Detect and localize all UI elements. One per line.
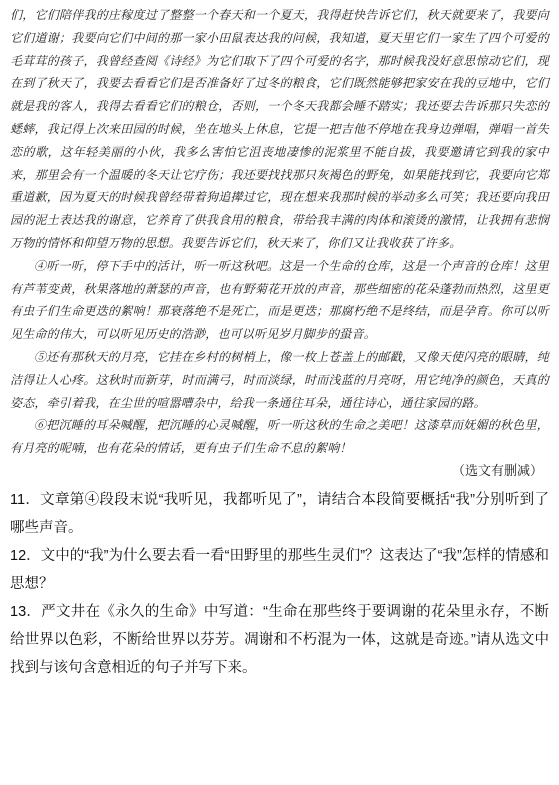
passage-paragraph-6: ⑥把沉睡的耳朵喊醒，把沉睡的心灵喊醒，听一听这秋的生命之美吧！这漆草而妩媚的秋色里，有月亮的呢喃，也有花朵的情话，更有虫子们生命不息的絮响！ [10, 418, 549, 456]
question-12: 12．文中的“我”为什么要去看一看“田野里的那些生灵们”？这表达了“我”怎样的情感和思想？ [10, 547, 549, 592]
passage-paragraph-5: ⑤还有那秋天的月亮，它挂在乡村的树梢上，像一枚上苍盖上的邮戳，又像天使闪亮的眼睛，纯洁得让人心疼。这秋时而新芽，时而满弓，时而淡绿，时而浅蓝的月亮呀，用它纯净的颜色，天真的姿态，牵引着我，在尘世的喧嚣嘈杂中，给我一条通往耳朵，通往诗心，通往家园的路。 [10, 349, 549, 410]
reading-passage [10, 4, 549, 460]
question-13: 13．严文井在《永久的生命》中写道：“生命在那些终于要调谢的花朵里永存，不断给世界以色彩，不断给世界以芬芳。凋谢和不朽混为一体，这就是奇迹。”请从选文中找到与该句含意相近的句子并写下来。 [10, 603, 549, 676]
question-list [10, 486, 549, 682]
passage-paragraph-4: ④听一听，停下手中的活计，听一听这秋吧。这是一个生命的仓库，这是一个声音的仓库！这里有芦苇变黄，秋果落地的萧瑟的声音，也有野菊花开放的声音，那些细密的花朵蓬勃而热烈，这里更有虫子们生命更迭的絮响！那衰落绝不是死亡，而是更迭；那腐朽绝不是终结，而是孕育。你可以听见生命的伟大，可以听见历史的浩渺，也可以听见岁月脚步的蛩音。 [10, 258, 549, 342]
abridged-note: （选文有删减） [451, 462, 543, 478]
passage-paragraph-continued: 们，它们陪伴我的庄稼度过了整整一个春天和一个夏天，我得赶快告诉它们，秋天就要来了，我要向它们道谢；我要向它们中间的那一家小田鼠表达我的问候，我知道，夏天里它们一家生了四个可爱的毛茸茸的孩子，我曾经查阅《诗经》为它们取下了四个可爱的名字，那时候我没好意思惊动它们，现在到了秋天了，我要去看看它们是否准备好了过冬的粮食，它们既然能够把家安在我的豆地中，它们就是我的客人，我得去看看它们的粮仓，否则，一个冬天我都会睡不踏实；我还要去告诉那只失恋的蟋蟀，我记得上次来田园的时候，坐在地头上休息，它提一把吉他不停地在我身边弹唱，弹唱一首失恋的歌，这年轻美丽的小伙，我多么害怕它沮丧地凄惨的泥浆里不能自拔，我要邀请它到我的家中来，那里会有一个温暖的冬天让它疗伤；我还要找找那只灰褐色的野兔，如果能找到它，我要向它郑重道歉，因为夏天的时候我曾经带着狗追撵过它，现在想来我那时候的举动多么可笑；我还要向我田园的泥土表达我的谢意，它养育了供我食用的粮食，带给我丰满的肉体和滚烫的激情，让我拥有悲悯万物的情怀和仰望万物的思想。我要告诉它们，秋天来了，你们又让我收获了许多。 [10, 8, 549, 250]
question-11: 11．文章第④段段末说“我听见，我都听见了”，请结合本段简要概括“我”分别听到了哪些声音。 [10, 491, 549, 536]
